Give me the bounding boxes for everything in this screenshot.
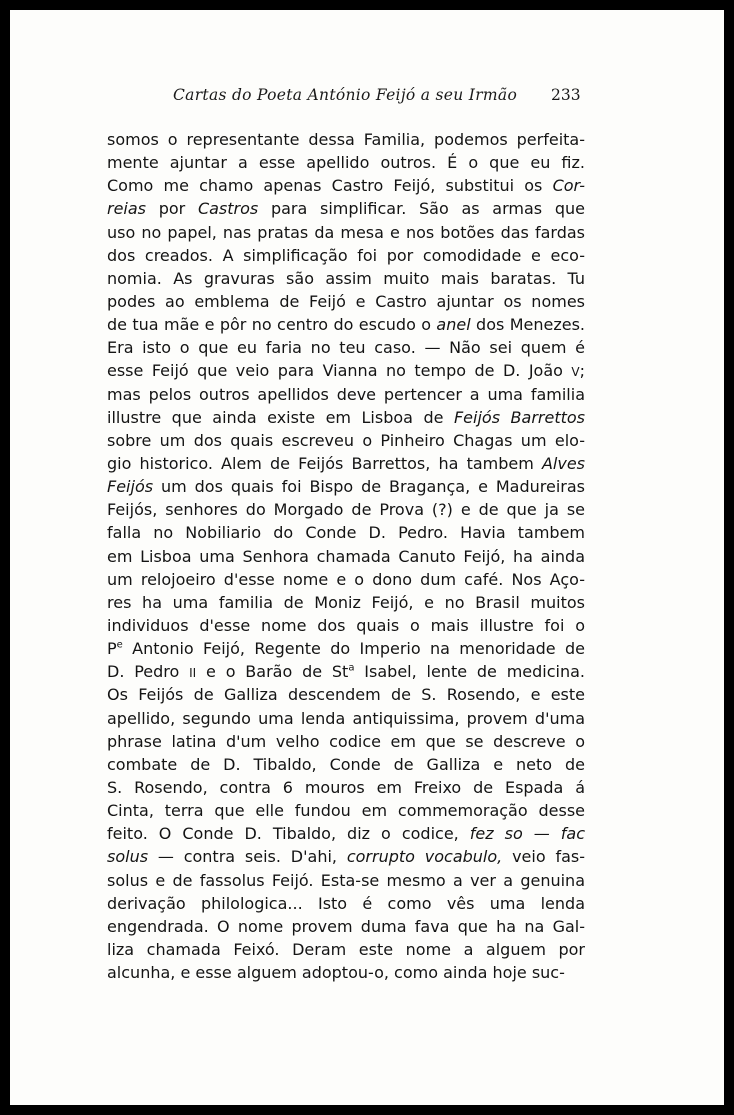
- text-line: [107, 313, 585, 336]
- text-line: [107, 174, 585, 197]
- text-segment: veio fas-: [502, 847, 586, 867]
- text-line: Era isto o que eu faria no teu caso. — Não sei quem é: [107, 338, 585, 358]
- text-segment: V: [571, 365, 580, 380]
- text-line: apellido, segundo uma lenda antiquissima, provem d'uma: [107, 708, 585, 728]
- text-line: [107, 406, 585, 429]
- text-line: S. Rosendo, contra 6 mouros em Freixo de Espada á: [107, 777, 585, 797]
- text-segment: fez so — fac: [469, 824, 585, 844]
- text-line: uso no papel, nas pratas da mesa e nos botões das fardas: [107, 222, 585, 242]
- text-line: [107, 845, 585, 868]
- text-line: podes ao emblema de Feijó e Castro ajuntar os nomes: [107, 291, 585, 311]
- text-line: nomia. As gravuras são assim muito mais baratas. Tu: [107, 268, 585, 288]
- text-segment: anel: [436, 315, 471, 335]
- text-line: dos creados. A simplificação foi por comodidade e eco-: [107, 245, 585, 265]
- running-title: Cartas do Poeta António Feijó a seu Irmão: [173, 86, 518, 104]
- text-segment: e: [116, 639, 123, 651]
- text-segment: Castros: [197, 199, 259, 219]
- text-line: mas pelos outros apellidos deve pertencer a uma familia: [107, 384, 585, 404]
- text-line: res ha uma familia de Moniz Feijó, e no Brasil muitos: [107, 592, 585, 612]
- text-segment: Feijós Barrettos: [453, 407, 585, 427]
- text-segment: Feijós: [107, 477, 154, 497]
- text-segment: Isabel, lente de medicina.: [354, 662, 586, 682]
- text-segment: illustre que ainda existe em Lisboa de: [107, 407, 454, 427]
- text-line: liza chamada Feixó. Deram este nome a alguem por: [107, 939, 585, 959]
- text-line: [107, 660, 585, 683]
- text-line: engendrada. O nome provem duma fava que ha na Gal-: [107, 916, 585, 936]
- text-segment: a: [348, 662, 355, 674]
- text-segment: feito. O Conde D. Tibaldo, diz o codice,: [107, 824, 470, 844]
- text-line: [107, 359, 585, 382]
- book-page: [10, 10, 724, 1105]
- text-segment: um dos quais foi Bispo de Bragança, e Madureiras: [153, 477, 585, 497]
- text-line: Cinta, terra que elle fundou em commemoração desse: [107, 801, 585, 821]
- text-line: phrase latina d'um velho codice em que se descreve o: [107, 731, 585, 751]
- text-segment: solus: [107, 847, 149, 867]
- text-line: somos o representante dessa Familia, podemos perfeita-: [107, 130, 585, 149]
- text-segment: de tua mãe e pôr no centro do escudo o: [107, 315, 437, 335]
- text-segment: D. Pedro: [107, 662, 190, 682]
- text-segment: gio historico. Alem de Feijós Barrettos, ha tambem: [107, 453, 542, 473]
- text-segment: e o Barão de St: [196, 662, 349, 682]
- text-line: [107, 637, 585, 660]
- text-line: em Lisboa uma Senhora chamada Canuto Feijó, ha ainda: [107, 546, 585, 566]
- text-line: [107, 475, 585, 498]
- text-line: um relojoeiro d'esse nome e o dono dum café. Nos Aço-: [107, 569, 585, 589]
- text-line: falla no Nobiliario do Conde D. Pedro. Havia tambem: [107, 523, 585, 543]
- text-segment: Antonio Feijó, Regente do Imperio na menoridade de: [122, 639, 585, 659]
- page-header: [10, 86, 724, 110]
- text-segment: reias: [107, 199, 147, 219]
- text-segment: Como me chamo apenas Castro Feijó, substitui os: [107, 176, 553, 196]
- text-segment: para simplificar. São as armas que: [258, 199, 585, 219]
- text-segment: II: [189, 666, 197, 681]
- text-line: mente ajuntar a esse apellido outros. É o que eu fiz.: [107, 153, 585, 173]
- text-segment: ;: [579, 361, 585, 381]
- text-segment: — contra seis. D'ahi,: [148, 847, 347, 867]
- text-line: [107, 197, 585, 220]
- text-line: [107, 452, 585, 475]
- text-line: derivação philologica... Isto é como vês uma lenda: [107, 893, 585, 913]
- text-segment: P: [107, 639, 117, 659]
- text-segment: dos Menezes.: [470, 315, 585, 335]
- text-line: [107, 822, 585, 845]
- text-segment: Alves: [541, 453, 585, 473]
- text-line: combate de D. Tibaldo, Conde de Galliza e neto de: [107, 754, 585, 774]
- text-segment: corrupto vocabulo,: [346, 847, 503, 867]
- text-line: individuos d'esse nome dos quais o mais illustre foi o: [107, 615, 585, 635]
- text-segment: Cor-: [552, 176, 585, 196]
- text-line: alcunha, e esse alguem adoptou-o, como ainda hoje suc-: [107, 963, 565, 983]
- text-segment: esse Feijó que veio para Vianna no tempo de D. João: [107, 361, 572, 381]
- text-line: Feijós, senhores do Morgado de Prova (?) e de que ja se: [107, 500, 585, 520]
- page-number: 233: [551, 86, 581, 104]
- text-segment: por: [146, 199, 198, 219]
- text-line: sobre um dos quais escreveu o Pinheiro Chagas um elo-: [107, 430, 585, 450]
- body-text: [107, 128, 585, 984]
- text-line: solus e de fassolus Feijó. Esta-se mesmo a ver a genuina: [107, 870, 585, 890]
- text-line: Os Feijós de Galliza descendem de S. Rosendo, e este: [107, 685, 585, 705]
